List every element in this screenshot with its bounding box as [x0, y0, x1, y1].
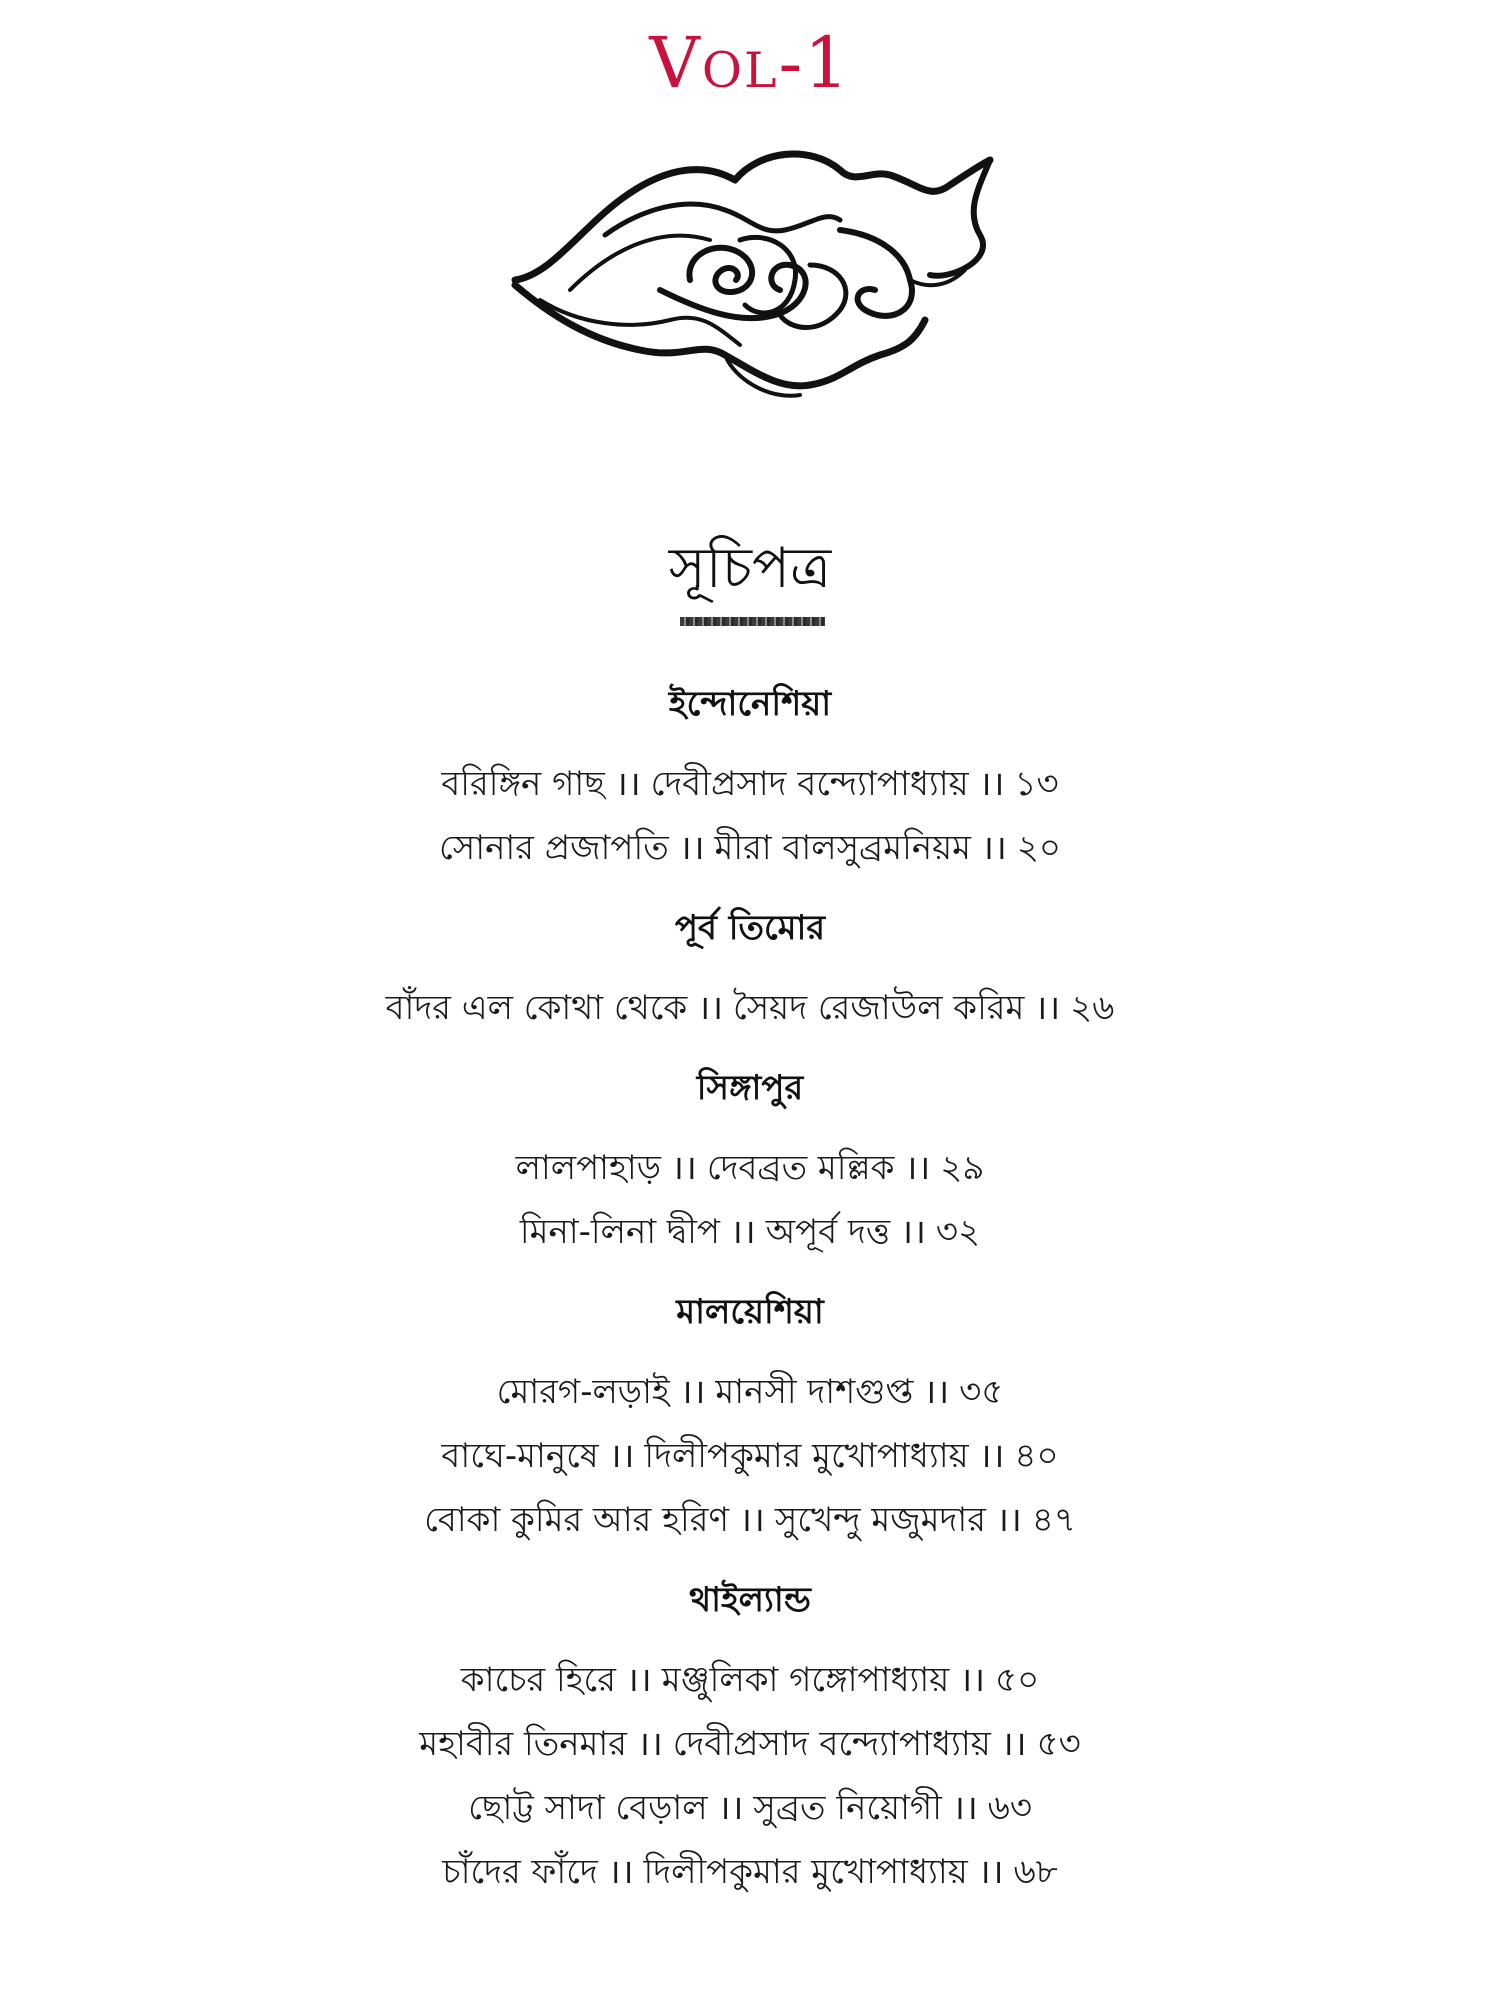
entry-page-number: ৪৭	[1031, 1500, 1076, 1540]
toc-entry[interactable]	[0, 1200, 1500, 1264]
entry-page-number: ১৩	[1014, 764, 1059, 804]
entry-author: দিলীপকুমার মুখোপাধ্যায়	[644, 1436, 969, 1476]
entry-title: মহাবীর তিনমার	[419, 1724, 627, 1764]
entry-separator: ।।	[978, 1436, 1005, 1476]
toc-list	[0, 680, 1500, 1928]
entry-page-number: ২০	[1016, 828, 1062, 868]
entry-title: সোনার প্রজাপতি	[438, 828, 669, 868]
entry-author: সুব্রত নিয়োগী	[753, 1788, 942, 1828]
toc-section	[0, 1576, 1500, 1904]
entry-title: ছোট্ট সাদা বেড়াল	[468, 1788, 708, 1828]
entry-separator: ।।	[729, 1212, 756, 1252]
entry-author: মানসী দাশগুপ্ত	[715, 1372, 914, 1412]
toc-section	[0, 904, 1500, 1040]
entry-title: মোরগ-লড়াই	[496, 1372, 670, 1412]
entry-page-number: ২৬	[1070, 988, 1115, 1028]
entry-title: বোকা কুমির আর হরিণ	[424, 1500, 730, 1540]
section-heading: মালয়েশিয়া	[676, 1292, 824, 1332]
title-underline	[680, 617, 825, 626]
section-heading: সিঙ্গাপুর	[696, 1068, 804, 1108]
entry-separator: ।।	[1034, 988, 1061, 1028]
entry-author: দেবীপ্রসাদ বন্দ্যোপাধ্যায়	[672, 1724, 991, 1764]
entry-separator: ।।	[978, 764, 1005, 804]
entry-separator: ।।	[923, 1372, 950, 1412]
toc-entry[interactable]	[0, 1488, 1500, 1552]
toc-entry[interactable]	[0, 816, 1500, 880]
cloud-swirl-ornament-icon	[510, 140, 1010, 400]
entry-page-number: ২৯	[940, 1148, 985, 1188]
entry-author: দিলীপকুমার মুখোপাধ্যায়	[643, 1852, 968, 1892]
entry-title: বাঁদর এল কোথা থেকে	[385, 988, 688, 1028]
entry-separator: ।।	[679, 1372, 706, 1412]
entry-separator: ।।	[959, 1660, 986, 1700]
entry-page-number: ৩৫	[959, 1372, 1004, 1412]
entry-title: চাঁদের ফাঁদে	[442, 1852, 598, 1892]
toc-entry[interactable]	[0, 1776, 1500, 1840]
entry-author: মঞ্জুলিকা গঙ্গোপাধ্যায়	[661, 1660, 950, 1700]
entry-title: লালপাহাড়	[515, 1148, 662, 1188]
entry-separator: ।।	[678, 828, 705, 868]
entry-separator: ।।	[697, 988, 723, 1028]
toc-title: সূচিপত্র	[668, 536, 832, 601]
entry-separator: ।।	[614, 764, 641, 804]
entry-separator: ।।	[1000, 1724, 1027, 1764]
toc-entry[interactable]	[0, 1360, 1500, 1424]
entry-separator: ।।	[977, 1852, 1004, 1892]
entry-title: কাচের হিরে	[460, 1660, 616, 1700]
entry-separator: ।।	[904, 1148, 931, 1188]
toc-entry[interactable]	[0, 1424, 1500, 1488]
entry-author: মীরা বালসুব্রমনিয়ম	[714, 828, 972, 868]
entry-title: বাঘে-মানুষে	[441, 1436, 599, 1476]
entry-author: সৈয়দ রেজাউল করিম	[732, 988, 1025, 1028]
toc-section	[0, 1288, 1500, 1552]
entry-separator: ।।	[607, 1852, 634, 1892]
toc-section	[0, 1064, 1500, 1264]
entry-separator: ।।	[636, 1724, 663, 1764]
entry-separator: ।।	[951, 1788, 978, 1828]
section-heading: পূর্ব তিমোর	[674, 908, 826, 948]
entry-separator: ।।	[739, 1500, 765, 1540]
entry-separator: ।।	[981, 828, 1007, 868]
toc-section	[0, 680, 1500, 880]
entry-page-number: ৩২	[935, 1212, 981, 1252]
entry-separator: ।।	[995, 1500, 1022, 1540]
entry-author: সুখেন্দু মজুমদার	[774, 1500, 986, 1540]
toc-entry[interactable]	[0, 976, 1500, 1040]
entry-page-number: ৪০	[1014, 1436, 1059, 1476]
entry-separator: ।।	[671, 1148, 697, 1188]
entry-separator: ।।	[608, 1436, 635, 1476]
entry-author: দেবব্রত মল্লিক	[706, 1148, 895, 1188]
toc-entry[interactable]	[0, 1648, 1500, 1712]
entry-page-number: ৬৩	[987, 1788, 1032, 1828]
toc-entry[interactable]	[0, 1840, 1500, 1904]
entry-page-number: ৫৩	[1036, 1724, 1081, 1764]
entry-separator: ।।	[625, 1660, 652, 1700]
entry-page-number: ৫০	[995, 1660, 1040, 1700]
section-heading: ইন্দোনেশিয়া	[668, 684, 832, 724]
entry-author: অপূর্ব দত্ত	[765, 1212, 891, 1252]
toc-entry[interactable]	[0, 752, 1500, 816]
entry-title: মিনা-লিনা দ্বীপ	[519, 1212, 720, 1252]
entry-title: বরিঙ্গিন গাছ	[441, 764, 605, 804]
entry-author: দেবীপ্রসাদ বন্দ্যোপাধ্যায়	[650, 764, 969, 804]
section-heading: থাইল্যান্ড	[689, 1580, 811, 1620]
volume-label: Vol-1	[649, 22, 851, 104]
toc-entry[interactable]	[0, 1712, 1500, 1776]
entry-separator: ।।	[900, 1212, 926, 1252]
toc-entry[interactable]	[0, 1136, 1500, 1200]
entry-page-number: ৬৮	[1013, 1852, 1058, 1892]
entry-separator: ।।	[717, 1788, 744, 1828]
